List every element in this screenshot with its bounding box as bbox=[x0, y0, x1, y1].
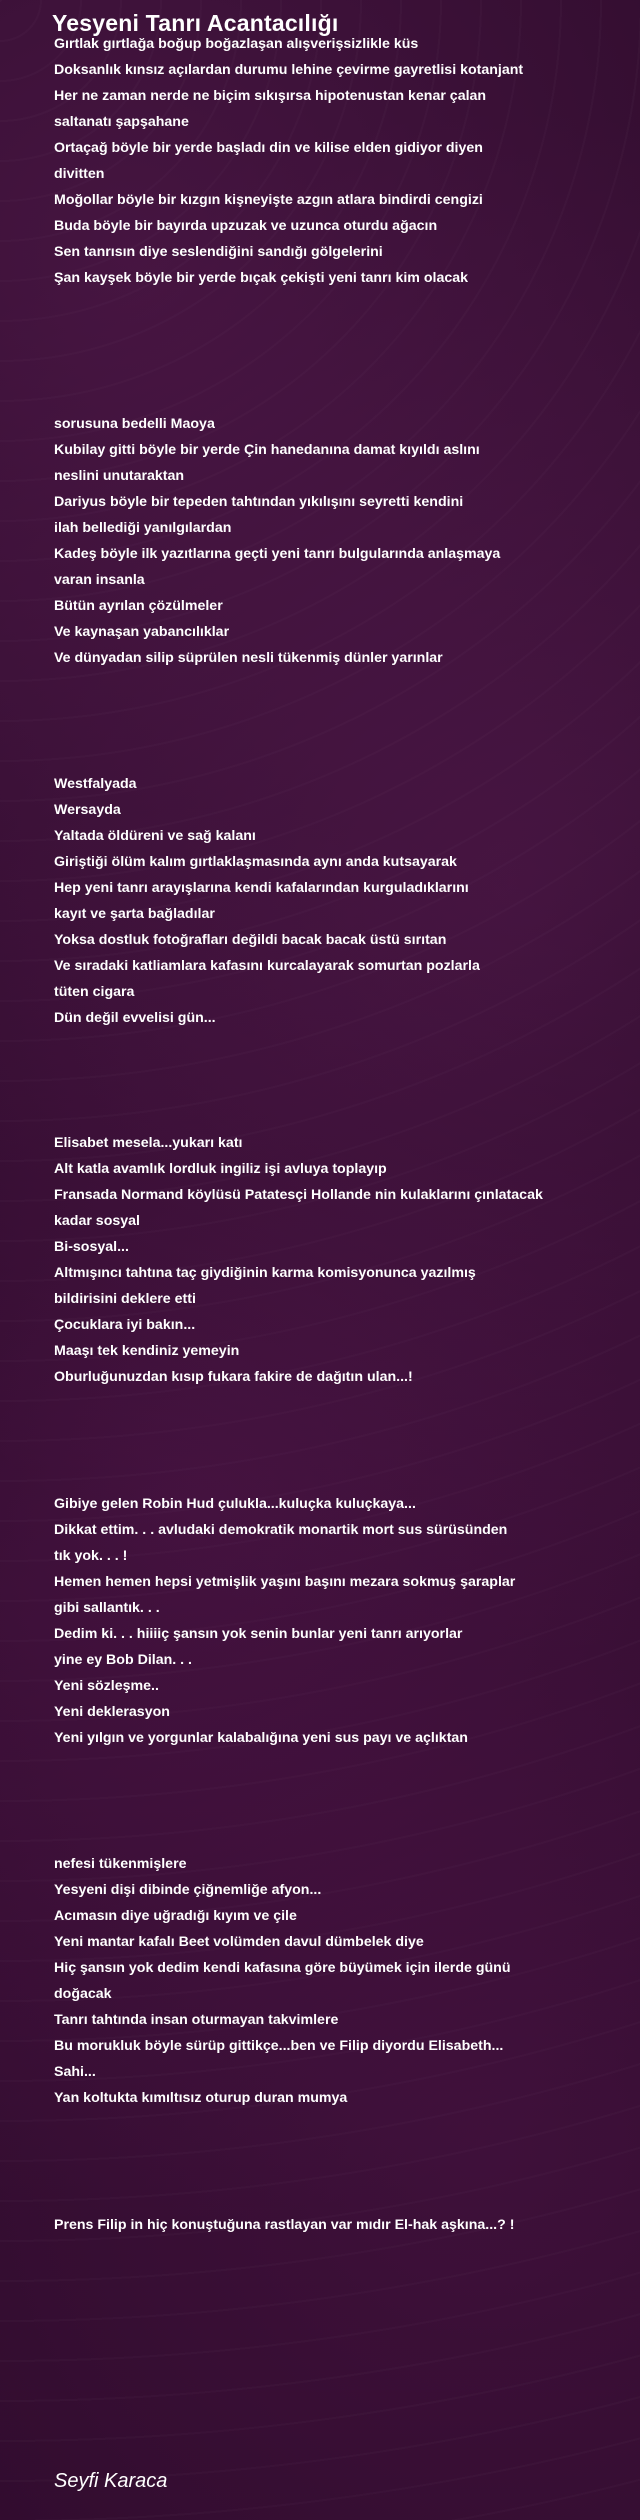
poem-line: Bu morukluk böyle sürüp gittikçe...ben ve Filip diyordu Elisabeth... bbox=[54, 2038, 504, 2054]
poem-line: yine ey Bob Dilan. . . bbox=[54, 1652, 192, 1668]
poem-line: Doksanlık kınsız açılardan durumu lehine çevirme gayretlisi kotanjant bbox=[54, 62, 524, 78]
poem-line: Kadeş böyle ilk yazıtlarına geçti yeni tanrı bulgularında anlaşmaya bbox=[54, 546, 501, 562]
poem-line: tık yok. . . ! bbox=[54, 1548, 128, 1564]
poem-line: Çocuklara iyi bakın... bbox=[54, 1317, 196, 1333]
poem-line: Westfalyada bbox=[54, 776, 137, 792]
poem-line: Ortaçağ böyle bir yerde başladı din ve kilise elden gidiyor diyen bbox=[54, 140, 483, 156]
poem-line: Bi-sosyal... bbox=[54, 1239, 129, 1255]
poem-line: Kubilay gitti böyle bir yerde Çin hanedanına damat kıyıldı aslını bbox=[54, 442, 480, 458]
poem-line: Buda böyle bir bayırda upzuzak ve uzunca oturdu ağacın bbox=[54, 218, 438, 234]
poem-line: kadar sosyal bbox=[54, 1213, 140, 1229]
poem-line: Sen tanrısın diye seslendiğini sandığı gölgelerini bbox=[54, 244, 383, 260]
poem-line: Ve kaynaşan yabancılıklar bbox=[54, 624, 230, 640]
poem-line: Moğollar böyle bir kızgın kişneyişte azgın atlara bindirdi cengizi bbox=[54, 192, 483, 208]
poem-line: Gırtlak gırtlağa boğup boğazlaşan alışverişsizlikle küs bbox=[54, 36, 419, 52]
poem-line: Yeni deklerasyon bbox=[54, 1704, 170, 1720]
stanza-7 bbox=[54, 2212, 626, 2238]
stanza-5 bbox=[54, 1491, 626, 1751]
poem-line: Yesyeni dişi dibinde çiğnemliğe afyon... bbox=[54, 1882, 322, 1898]
poem-line: Yoksa dostluk fotoğrafları değildi bacak bacak üstü sırıtan bbox=[54, 932, 447, 948]
poem-line: sorusuna bedelli Maoya bbox=[54, 416, 215, 432]
poem-line: Prens Filip in hiç konuştuğuna rastlayan var mıdır El-hak aşkına...? ! bbox=[54, 2217, 515, 2233]
author-signature: Seyfi Karaca bbox=[54, 2470, 168, 2492]
stanza-2 bbox=[54, 411, 626, 671]
poem-line: Dedim ki. . . hiiiiç şansın yok senin bunlar yeni tanrı arıyorlar bbox=[54, 1626, 463, 1642]
poem-line: Ve dünyadan silip süprülen nesli tükenmiş dünler yarınlar bbox=[54, 650, 443, 666]
poem-line: Şan kayşek böyle bir yerde bıçak çekişti yeni tanrı kim olacak bbox=[54, 270, 469, 286]
poem-line: varan insanla bbox=[54, 572, 145, 588]
poem-line: Hiç şansın yok dedim kendi kafasına göre büyümek için ilerde günü bbox=[54, 1960, 511, 1976]
poem-line: Yan koltukta kımıltısız oturup duran mumya bbox=[54, 2090, 348, 2106]
poem-line: Yeni yılgın ve yorgunlar kalabalığına yeni sus payı ve açlıktan bbox=[54, 1730, 468, 1746]
poem-line: Dariyus böyle bir tepeden tahtından yıkılışını seyretti kendini bbox=[54, 494, 464, 510]
poem-line: Bütün ayrılan çözülmeler bbox=[54, 598, 223, 614]
poem-line: Dün değil evvelisi gün... bbox=[54, 1010, 216, 1026]
poem-line: nefesi tükenmişlere bbox=[54, 1856, 187, 1872]
poem-line: Altmışıncı tahtına taç giydiğinin karma komisyonunca yazılmış bbox=[54, 1265, 476, 1281]
poem-line: neslini unutaraktan bbox=[54, 468, 185, 484]
poem-line: doğacak bbox=[54, 1986, 112, 2002]
stanza-4 bbox=[54, 1130, 626, 1390]
poem-line: bildirisini deklere etti bbox=[54, 1291, 196, 1307]
poem-line: saltanatı şapşahane bbox=[54, 114, 189, 130]
poem-line: Her ne zaman nerde ne biçim sıkışırsa hipotenustan kenar çalan bbox=[54, 88, 487, 104]
poem-line: Yeni sözleşme.. bbox=[54, 1678, 159, 1694]
poem-line: tüten cigara bbox=[54, 984, 135, 1000]
poem-line: divitten bbox=[54, 166, 105, 182]
poem-line: Sahi... bbox=[54, 2064, 96, 2080]
poem-line: Gibiye gelen Robin Hud çulukla...kuluçka kuluçkaya... bbox=[54, 1496, 416, 1512]
poem-line: Acımasın diye uğradığı kıyım ve çile bbox=[54, 1908, 297, 1924]
poem-line: Oburluğunuzdan kısıp fukara fakire de dağıtın ulan...! bbox=[54, 1369, 413, 1385]
poem-line: Maaşı tek kendiniz yemeyin bbox=[54, 1343, 240, 1359]
poem-line: Hep yeni tanrı arayışlarına kendi kafalarından kurguladıklarını bbox=[54, 880, 469, 896]
stanza-1 bbox=[54, 31, 626, 291]
poem-line: ilah bellediği yanılgılardan bbox=[54, 520, 232, 536]
poem-line: Yaltada öldüreni ve sağ kalanı bbox=[54, 828, 256, 844]
poem-line: Wersayda bbox=[54, 802, 121, 818]
poem-line: Elisabet mesela...yukarı katı bbox=[54, 1135, 243, 1151]
stanza-3 bbox=[54, 771, 626, 1031]
poem-line: Hemen hemen hepsi yetmişlik yaşını başını mezara sokmuş şaraplar bbox=[54, 1574, 516, 1590]
poem-line: Yeni mantar kafalı Beet volümden davul dümbelek diye bbox=[54, 1934, 424, 1950]
poem-line: Fransada Normand köylüsü Patatesçi Hollande nin kulaklarını çınlatacak bbox=[54, 1187, 543, 1203]
stanza-6 bbox=[54, 1851, 626, 2111]
poem-line: Giriştiği ölüm kalım gırtlaklaşmasında aynı anda kutsayarak bbox=[54, 854, 457, 870]
poem-line: Dikkat ettim. . . avludaki demokratik monartik mort sus sürüsünden bbox=[54, 1522, 508, 1538]
poem-title: Yesyeni Tanrı Acantacılığı bbox=[52, 10, 339, 36]
poem-line: kayıt ve şarta bağladılar bbox=[54, 906, 215, 922]
poem-line: Tanrı tahtında insan oturmayan takvimlere bbox=[54, 2012, 339, 2028]
poem-line: Alt katla avamlık lordluk ingiliz işi avluya toplayıp bbox=[54, 1161, 387, 1177]
poem-line: gibi sallantık. . . bbox=[54, 1600, 160, 1616]
poem-line: Ve sıradaki katliamlara kafasını kurcalayarak somurtan pozlarla bbox=[54, 958, 480, 974]
